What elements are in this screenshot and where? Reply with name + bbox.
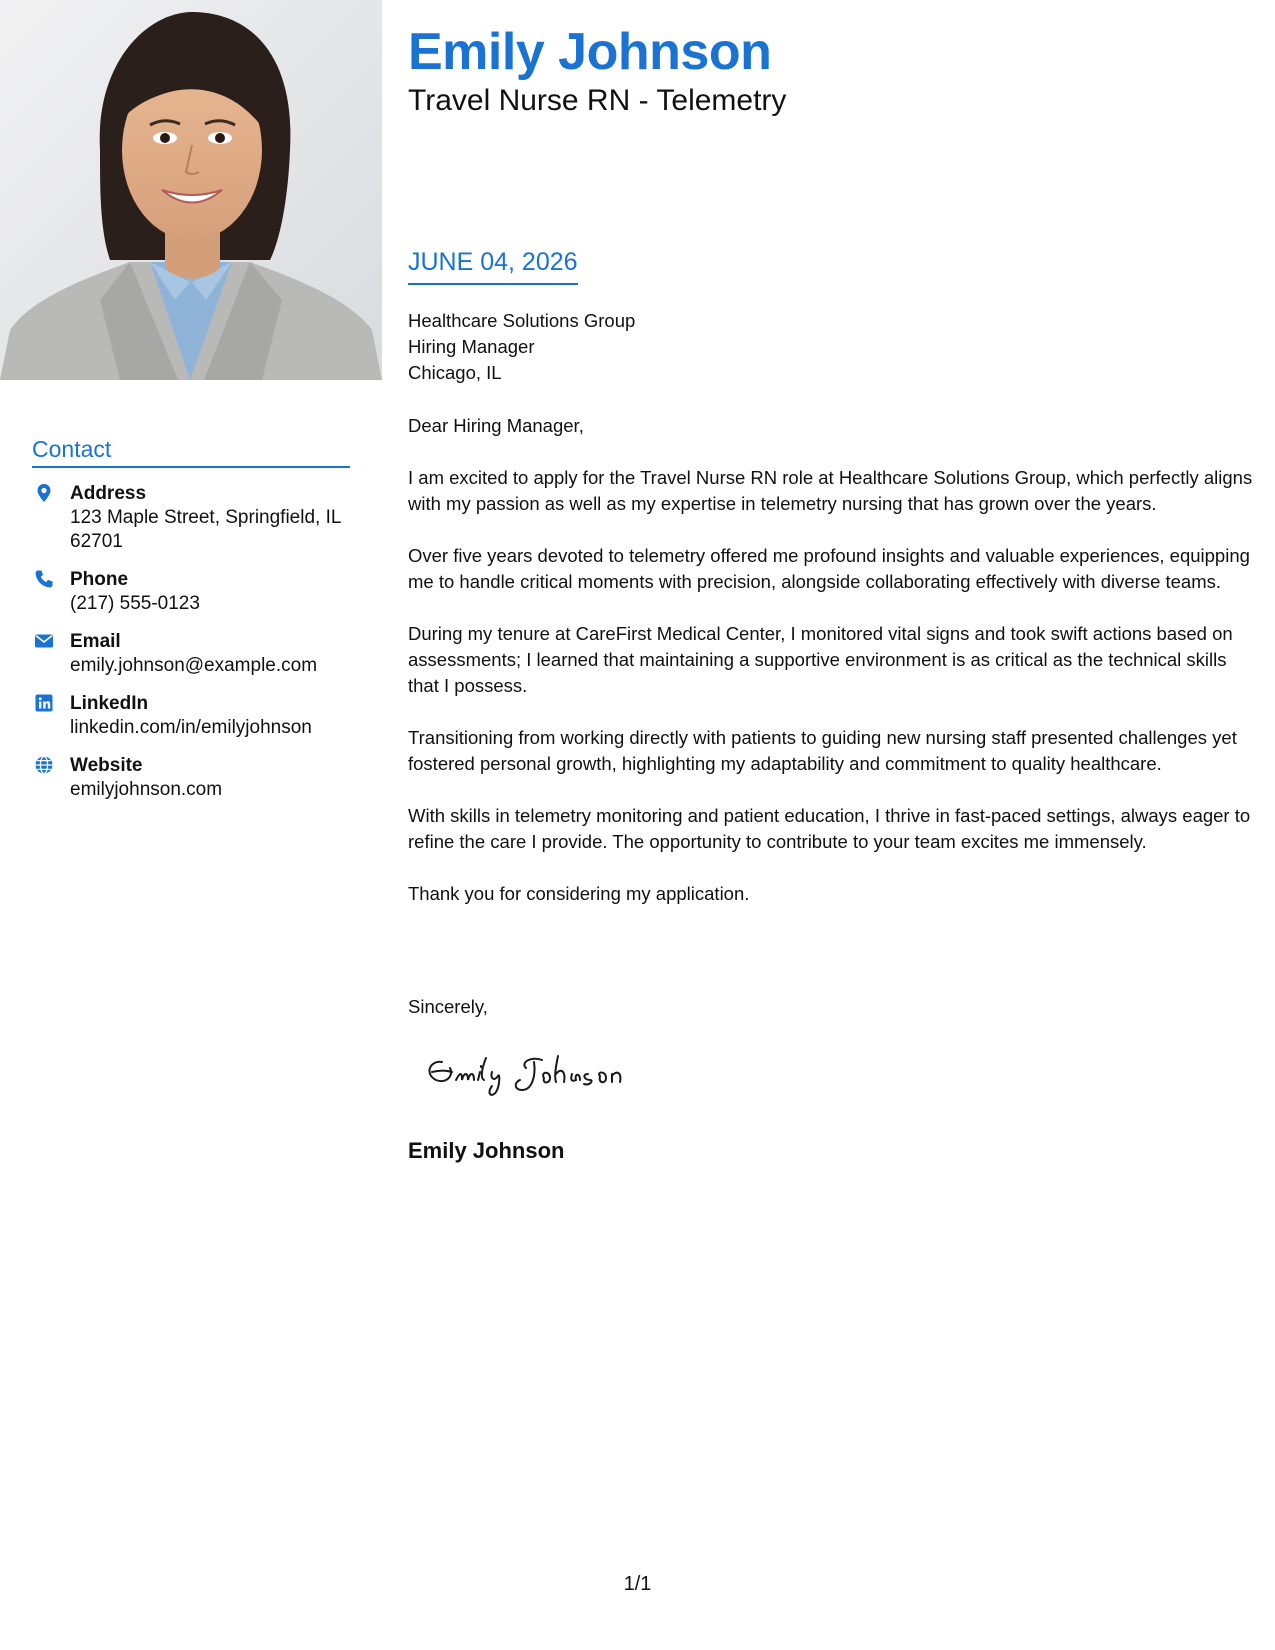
contact-label: LinkedIn: [70, 693, 149, 714]
contact-label: Email: [70, 631, 121, 652]
contact-email: [32, 629, 362, 678]
globe-icon: [34, 755, 54, 775]
linkedin-icon: [34, 693, 54, 713]
portrait-illustration: [0, 0, 382, 380]
contact-label: Address: [70, 483, 147, 504]
closing: Sincerely,: [408, 996, 488, 1017]
recipient-company: Healthcare Solutions Group: [408, 310, 636, 331]
recipient-block: [408, 308, 635, 386]
contact-heading: Contact: [32, 436, 350, 468]
website-value[interactable]: emilyjohnson.com: [70, 779, 223, 800]
envelope-icon: [34, 631, 54, 651]
salutation: Dear Hiring Manager,: [408, 415, 584, 436]
handwritten-signature: [422, 1046, 662, 1106]
linkedin-value[interactable]: linkedin.com/in/emilyjohnson: [70, 717, 312, 738]
phone-value[interactable]: (217) 555-0123: [70, 593, 200, 614]
letter-paragraph: Over five years devoted to telemetry offered me profound insights and valuable experiences, equipping me to handle critical moments with precision, alongside collaborating effectively with diverse teams.: [408, 545, 1250, 592]
profile-photo: [0, 0, 382, 380]
candidate-name: Emily Johnson: [408, 23, 772, 81]
contact-address: [32, 481, 362, 554]
letter-paragraph: Thank you for considering my application.: [408, 883, 750, 904]
letter-paragraph: I am excited to apply for the Travel Nurse RN role at Healthcare Solutions Group, which perfectly aligns with my passion as well as my expertise in telemetry nursing that has grown over the years.: [408, 467, 1253, 514]
email-value[interactable]: emily.johnson@example.com: [70, 655, 318, 676]
recipient-title: Hiring Manager: [408, 336, 535, 357]
page-number: 1/1: [623, 1573, 652, 1595]
recipient-location: Chicago, IL: [408, 362, 502, 383]
address-value: 123 Maple Street, Springfield, IL 62701: [70, 507, 341, 552]
location-pin-icon: [34, 483, 54, 503]
job-title: Travel Nurse RN - Telemetry: [408, 84, 787, 117]
letter-date: JUNE 04, 2026: [408, 248, 578, 285]
phone-icon: [34, 569, 54, 589]
signer-name: Emily Johnson: [408, 1138, 565, 1163]
letter-paragraph: Transitioning from working directly with patients to guiding new nursing staff presented challenges yet fostered personal growth, highlighting my adaptability and commitment to quality healthcare.: [408, 727, 1237, 774]
contact-phone: [32, 567, 362, 616]
contact-label: Website: [70, 755, 143, 776]
letter-paragraph: During my tenure at CareFirst Medical Center, I monitored vital signs and took swift actions based on assessments; I learned that maintaining a supportive environment is as critical as the technical skills that I possess.: [408, 623, 1233, 696]
letter-body: [408, 413, 1253, 933]
contact-label: Phone: [70, 569, 129, 590]
letter-paragraph: With skills in telemetry monitoring and patient education, I thrive in fast-paced settings, always eager to refine the care I provide. The opportunity to contribute to your team excites me immensely.: [408, 805, 1251, 852]
contact-list: [32, 481, 362, 815]
contact-website: [32, 753, 362, 802]
contact-linkedin: [32, 691, 362, 740]
